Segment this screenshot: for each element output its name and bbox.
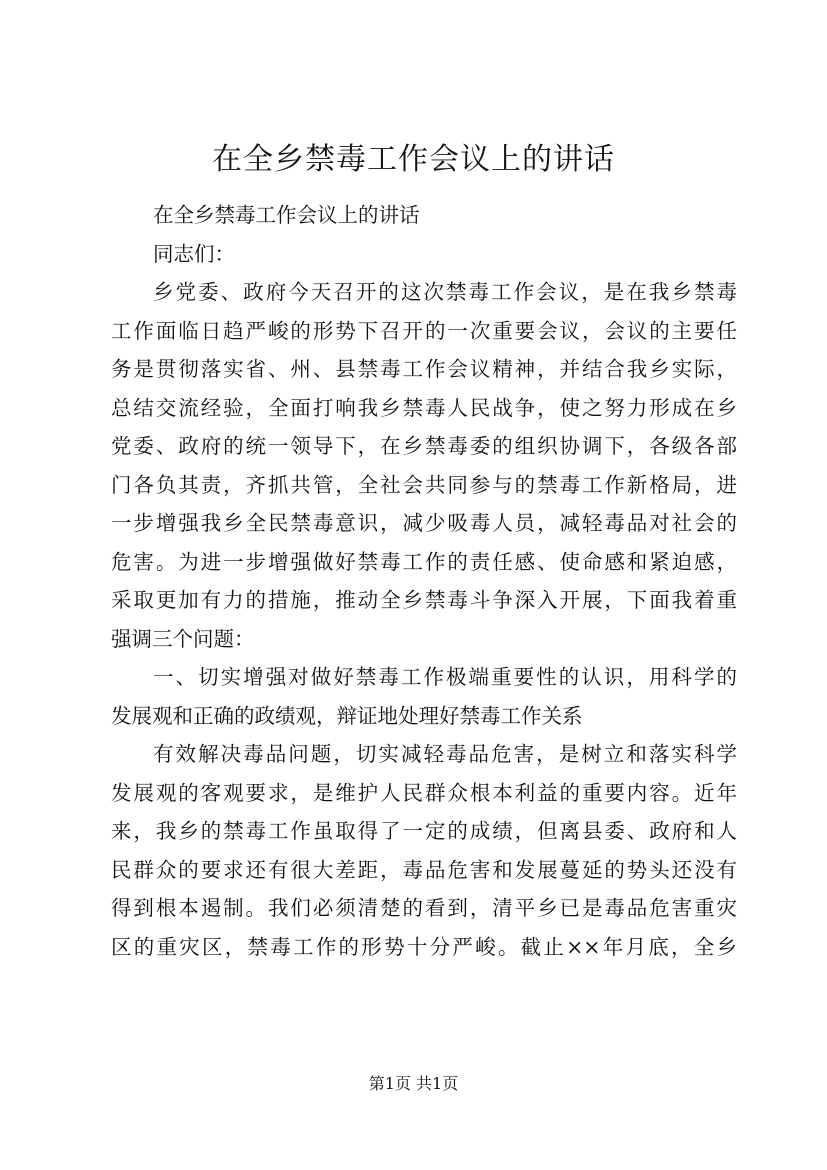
paragraph-line: 民群众的要求还有很大差距，毒品危害和发展蔓延的势头还没有: [111, 857, 737, 882]
paragraph-line: 乡党委、政府今天召开的这次禁毒工作会议，是在我乡禁毒: [153, 280, 737, 304]
paragraph-line: 有效解决毒品问题，切实减轻毒品危害，是树立和落实科学: [153, 742, 737, 766]
document-title: 在全乡禁毒工作会议上的讲话: [212, 142, 615, 177]
paragraph-line: 一步增强我乡全民禁毒意识，减少吸毒人员，减轻毒品对社会的: [111, 511, 737, 535]
paragraph-line: 党委、政府的统一领导下，在乡禁毒委的组织协调下，各级各部: [111, 434, 737, 458]
paragraph-line: 在全乡禁毒工作会议上的讲话: [153, 203, 420, 227]
paragraph-line: 发展观的客观要求，是维护人民群众根本利益的重要内容。近年: [111, 780, 737, 805]
paragraph-line: 门各负其责，齐抓共管，全社会共同参与的禁毒工作新格局，进: [111, 472, 737, 497]
paragraph-line: 采取更加有力的措施，推动全乡禁毒斗争深入开展，下面我着重: [111, 588, 737, 612]
paragraph-line: 一、切实增强对做好禁毒工作极端重要性的认识，用科学的: [153, 665, 737, 689]
paragraph-line: 区的重灾区，禁毒工作的形势十分严峻。截止××年月底，全乡: [111, 934, 737, 959]
paragraph-line: 发展观和正确的政绩观，辩证地处理好禁毒工作关系: [111, 703, 583, 728]
paragraph-line: 同志们：: [153, 241, 235, 266]
document-body: [111, 196, 737, 966]
paragraph-line: 总结交流经验，全面打响我乡禁毒人民战争，使之努力形成在乡: [111, 395, 737, 420]
page-footer: 第1页 共1页: [368, 1074, 459, 1093]
paragraph-line: 危害。为进一步增强做好禁毒工作的责任感、使命感和紧迫感，: [111, 549, 737, 574]
paragraph-line: 来，我乡的禁毒工作虽取得了一定的成绩，但离县委、政府和人: [111, 819, 737, 843]
paragraph-line: 工作面临日趋严峻的形势下召开的一次重要会议，会议的主要任: [111, 318, 737, 343]
paragraph-line: 得到根本遏制。我们必须清楚的看到，清平乡已是毒品危害重灾: [111, 896, 737, 920]
paragraph-line: 务是贯彻落实省、州、县禁毒工作会议精神，并结合我乡实际，: [111, 357, 737, 381]
paragraph-line: 强调三个问题：: [111, 626, 255, 651]
